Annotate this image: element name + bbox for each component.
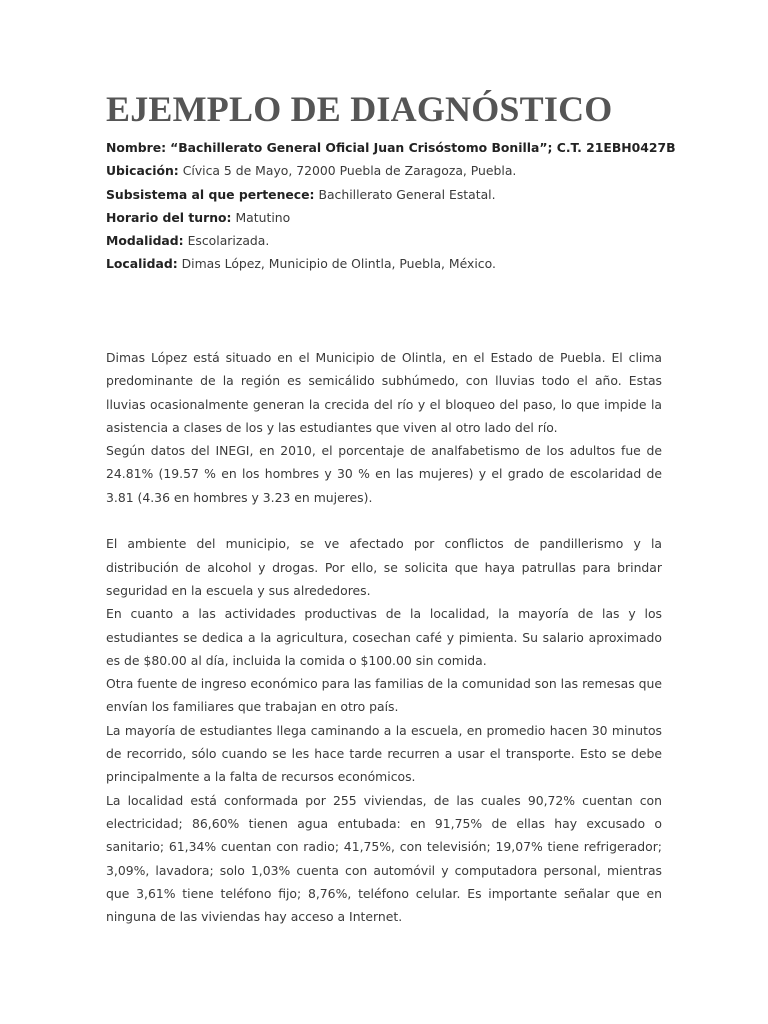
- info-value: Escolarizada.: [187, 233, 270, 249]
- info-value: “Bachillerato General Oficial Juan Crisóstomo Bonilla”; C.T. 21EBH0427B: [170, 140, 676, 155]
- info-localidad: [106, 252, 662, 275]
- paragraph-location: Dimas López está situado en el Municipio de Olintla, en el Estado de Puebla. El clima predominante de la región es semicálido subhúmedo, con lluvias todo el año. Estas lluvias ocasionalmente generan la crecida del río y el bloqueo del paso, lo que impide la asistencia a clases de los y las estudiantes que viven al otro lado del río.: [106, 350, 662, 435]
- info-value: Cívica 5 de Mayo, 72000 Puebla de Zaragoza, Puebla.: [182, 163, 517, 179]
- info-value: Matutino: [235, 209, 291, 225]
- info-subsistema: [106, 183, 662, 206]
- paragraph-environment: El ambiente del municipio, se ve afectado por conflictos de pandillerismo y la distribución de alcohol y drogas. Por ello, se solicita que haya patrullas para brindar seguridad en la escuela y sus alrededores.: [106, 536, 662, 598]
- paragraph-remittances: Otra fuente de ingreso económico para las familias de la comunidad son las remesas que envían los familiares que trabajan en otro país.: [106, 676, 662, 715]
- paragraph-economy: En cuanto a las actividades productivas de la localidad, la mayoría de las y los estudiantes se dedica a la agricultura, cosechan café y pimienta. Su salario aproximado es de $80.00 al día, incluida la comida o $100.00 sin comida.: [106, 606, 662, 668]
- info-label: Horario del turno:: [106, 209, 232, 225]
- diagnosis-body: [106, 346, 662, 928]
- paragraph-literacy: Según datos del INEGI, en 2010, el porcentaje de analfabetismo de los adultos fue de 24.81% (19.57 % en los hombres y 30 % en las mujeres) y el grado de escolaridad de 3.81 (4.36 en hombres y 3.23 en mujeres).: [106, 443, 662, 505]
- document-page: [106, 86, 676, 925]
- info-label: Nombre:: [106, 140, 167, 155]
- document-title: EJEMPLO DE DIAGNÓSTICO: [106, 89, 613, 129]
- info-value: Dimas López, Municipio de Olintla, Puebla, México.: [181, 256, 496, 272]
- info-horario: [106, 206, 662, 229]
- info-label: Localidad:: [106, 256, 178, 272]
- info-label: Modalidad:: [106, 233, 184, 249]
- info-ubicacion: [106, 159, 662, 182]
- info-value: Bachillerato General Estatal.: [318, 186, 496, 202]
- info-nombre: [106, 136, 676, 159]
- info-modalidad: [106, 229, 662, 252]
- paragraph-housing: La localidad está conformada por 255 viviendas, de las cuales 90,72% cuentan con electricidad; 86,60% tienen agua entubada: en 91,75% de ellas hay excusado o sanitario; 61,34% cuentan con radio; 41,75%, con televisión; 19,07% tiene refrigerador; 3,09%, lavadora; solo 1,03% cuenta con automóvil y computadora personal, mientras que 3,61% tiene teléfono fijo; 8,76%, teléfono celular. Es importante señalar que en ninguna de las viviendas hay acceso a Internet.: [106, 792, 662, 925]
- info-label: Subsistema al que pertenece:: [106, 186, 315, 202]
- info-label: Ubicación:: [106, 163, 179, 179]
- paragraph-transport: La mayoría de estudiantes llega caminando a la escuela, en promedio hacen 30 minutos de recorrido, sólo cuando se les hace tarde recurren a usar el transporte. Esto se debe principalmente a la falta de recursos económicos.: [106, 722, 662, 785]
- school-info: [106, 136, 676, 276]
